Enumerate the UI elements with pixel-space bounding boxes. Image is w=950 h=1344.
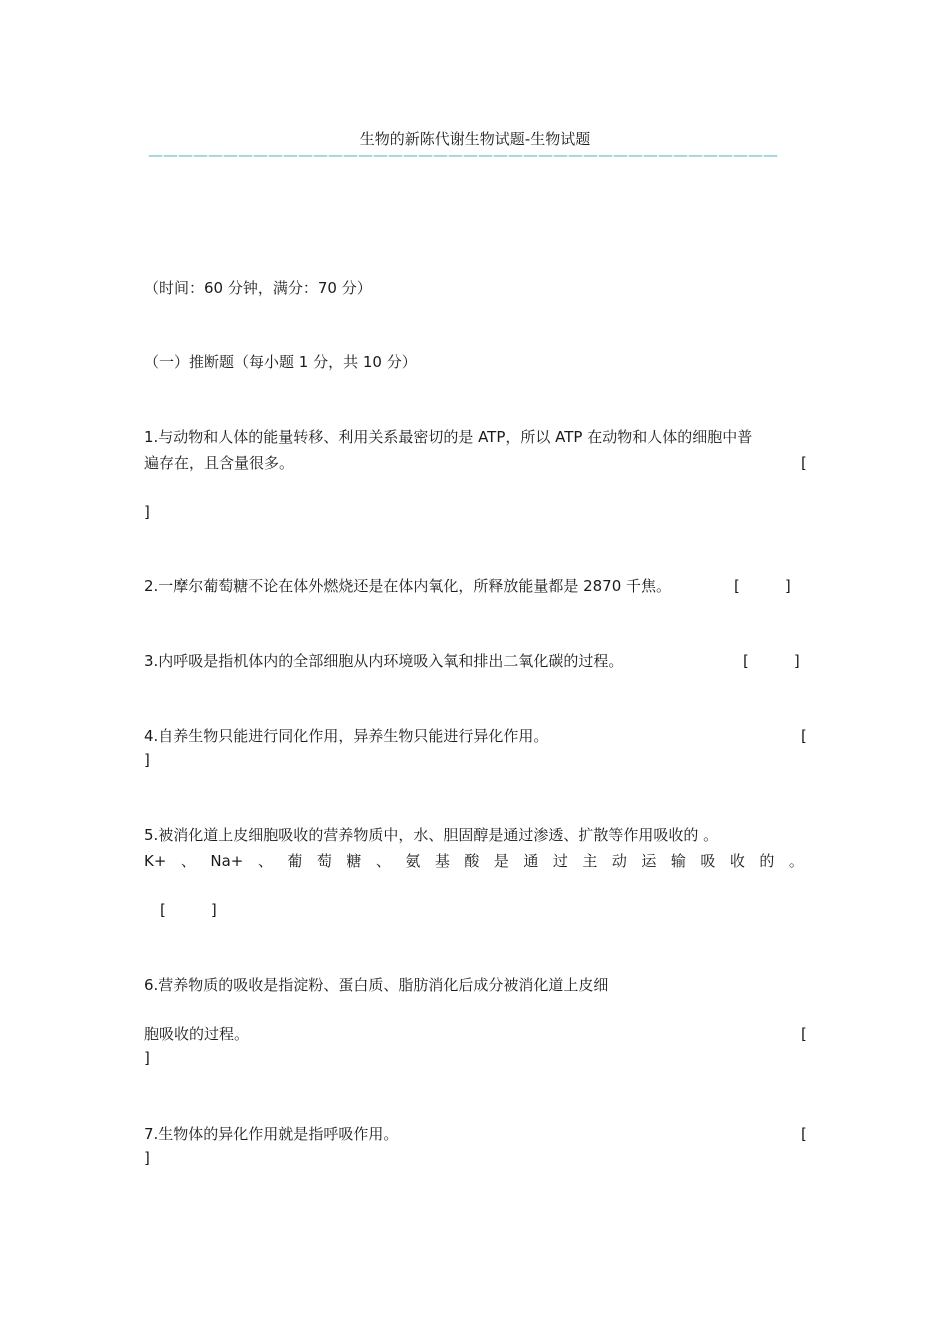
q5-token: 通 — [523, 852, 539, 870]
q5-token: 、 — [180, 852, 196, 870]
q5-token: 吸 — [700, 852, 716, 870]
q5-token: 动 — [611, 852, 627, 870]
question-6-line-2: 胞吸收的过程。 — [144, 1025, 250, 1043]
q5-token: 、 — [375, 852, 391, 870]
title-separator: —————————————————————————————————————————— — [148, 146, 778, 164]
question-7-bracket-close: ] — [144, 1149, 150, 1167]
q5-token: K+ — [144, 852, 167, 870]
question-6-line-1: 6.营养物质的吸收是指淀粉、蛋白质、脂肪消化后成分被消化道上皮细 — [144, 976, 609, 994]
question-2-text: 2.一摩尔葡萄糖不论在体外燃烧还是在体内氧化，所释放能量都是 2870 千焦。 — [144, 577, 672, 595]
question-6-bracket-close: ] — [144, 1049, 150, 1067]
q5-token: 氨 — [405, 852, 421, 870]
question-7-text: 7.生物体的异化作用就是指呼吸作用。 — [144, 1125, 399, 1143]
question-1-line-2: 遍存在，且含量很多。 — [144, 454, 295, 472]
question-3-answer-bracket: [ ] — [743, 652, 800, 670]
question-5-line-1: 5.被消化道上皮细胞吸收的营养物质中，水、胆固醇是通过渗透、扩散等作用吸收的 。 — [144, 826, 719, 844]
section-heading: （一）推断题（每小题 1 分，共 10 分） — [144, 353, 417, 371]
question-3-text: 3.内呼吸是指机体内的全部细胞从内环境吸入氧和排出二氧化碳的过程。 — [144, 652, 624, 670]
q5-token: 是 — [493, 852, 509, 870]
q5-token: 的 — [759, 852, 775, 870]
question-4-text: 4.自养生物只能进行同化作用，异养生物只能进行异化作用。 — [144, 727, 549, 745]
q5-token: 基 — [434, 852, 450, 870]
question-1-line-1: 1.与动物和人体的能量转移、利用关系最密切的是 ATP，所以 ATP 在动物和人体的细胞中普 — [144, 428, 753, 446]
q5-token: 主 — [582, 852, 598, 870]
q5-token: 葡 — [287, 852, 303, 870]
q5-token: 糖 — [346, 852, 362, 870]
question-7-bracket-open: [ — [801, 1125, 807, 1143]
q5-token: 、 — [257, 852, 273, 870]
question-2-answer-bracket: [ ] — [734, 577, 791, 595]
question-4-bracket-open: [ — [801, 727, 807, 745]
q5-token: 萄 — [316, 852, 332, 870]
question-1-bracket-close: ] — [144, 503, 150, 521]
q5-token: 收 — [729, 852, 745, 870]
question-1-bracket-open: [ — [801, 454, 807, 472]
question-6-bracket-open: [ — [801, 1025, 807, 1043]
q5-token: 酸 — [464, 852, 480, 870]
question-5-answer-bracket: [ ] — [160, 901, 217, 919]
exam-time-info: （时间：60 分钟，满分：70 分） — [144, 279, 372, 297]
q5-token: 运 — [641, 852, 657, 870]
q5-token: 过 — [552, 852, 568, 870]
q5-token: 输 — [670, 852, 686, 870]
question-5-line-2 — [144, 851, 804, 871]
q5-token: Na+ — [210, 852, 244, 870]
q5-token: 。 — [788, 852, 804, 870]
document-title: 生物的新陈代谢生物试题-生物试题 — [359, 130, 591, 148]
question-4-bracket-close: ] — [144, 751, 150, 769]
